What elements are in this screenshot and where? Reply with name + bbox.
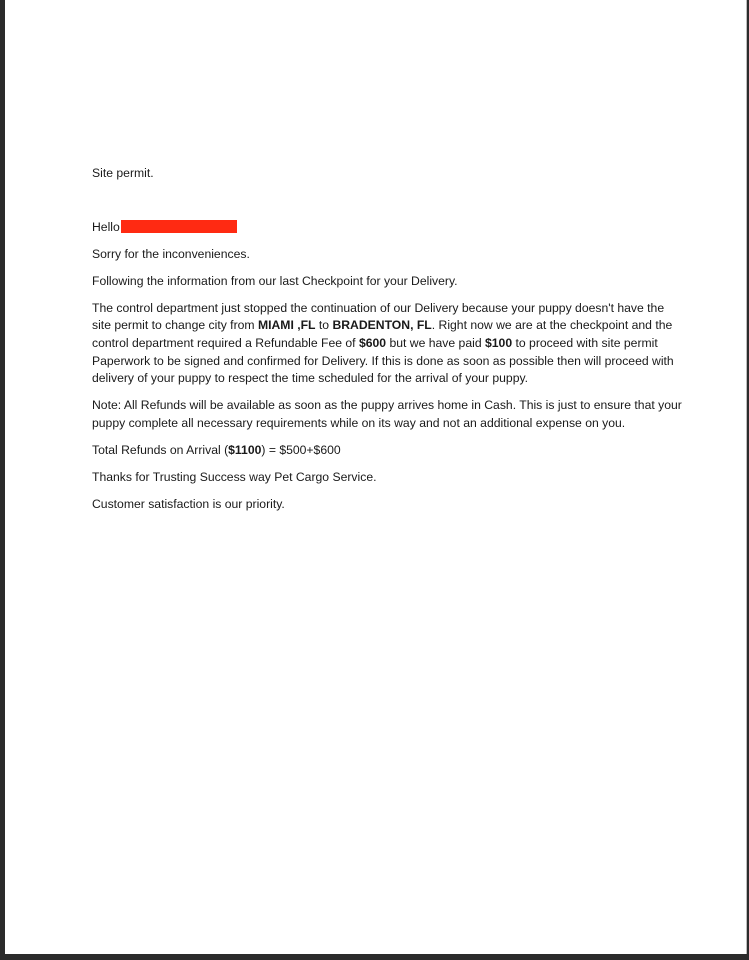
apology-line: Sorry for the inconveniences.: [92, 246, 250, 261]
body-part1: The control department just stopped the continuation of our Delivery because your puppy doesn't have the site permit to change city from: [92, 300, 665, 333]
refunds-formula: ) = $500+$600: [261, 443, 341, 458]
body-to: to: [315, 318, 333, 333]
note-paragraph: Note: All Refunds will be available as soon as the puppy arrives home in Cash. This is just to ensure that your puppy complete all necessary requirements while on its way and not an additional expense on you.: [92, 398, 682, 430]
greeting-line: [92, 219, 682, 237]
thanks-line: Thanks for Trusting Success way Pet Cargo Service.: [92, 470, 377, 485]
fee-amount: $600: [358, 336, 387, 351]
letter-body: [92, 165, 682, 523]
main-paragraph: [92, 300, 682, 388]
letter-heading: Site permit.: [92, 166, 154, 180]
greeting-text: Hello: [92, 219, 120, 234]
intro-line: Following the information from our last Checkpoint for your Delivery.: [92, 273, 458, 288]
refunds-amount: $1100: [228, 443, 262, 458]
paid-amount: $100: [485, 336, 513, 351]
refunds-line: [92, 442, 682, 460]
body-part4: to proceed with site permit Paperwork to be signed and confirmed for Delivery. If this is done as soon as possible then will proceed with delivery of your puppy to respect the time scheduled for the arrival of your puppy.: [92, 336, 674, 386]
document-page: [5, 0, 747, 954]
body-part3: but we have paid: [386, 336, 485, 351]
redacted-name: [121, 220, 237, 233]
body-part2: . Right now we are at the checkpoint and the control department required a Refundable Fee of: [92, 318, 673, 351]
city-from: MIAMI ,FL: [257, 318, 316, 333]
city-to: BRADENTON, FL: [332, 318, 432, 333]
closing-line: Customer satisfaction is our priority.: [92, 497, 285, 512]
refunds-label: Total Refunds on Arrival (: [92, 443, 229, 458]
